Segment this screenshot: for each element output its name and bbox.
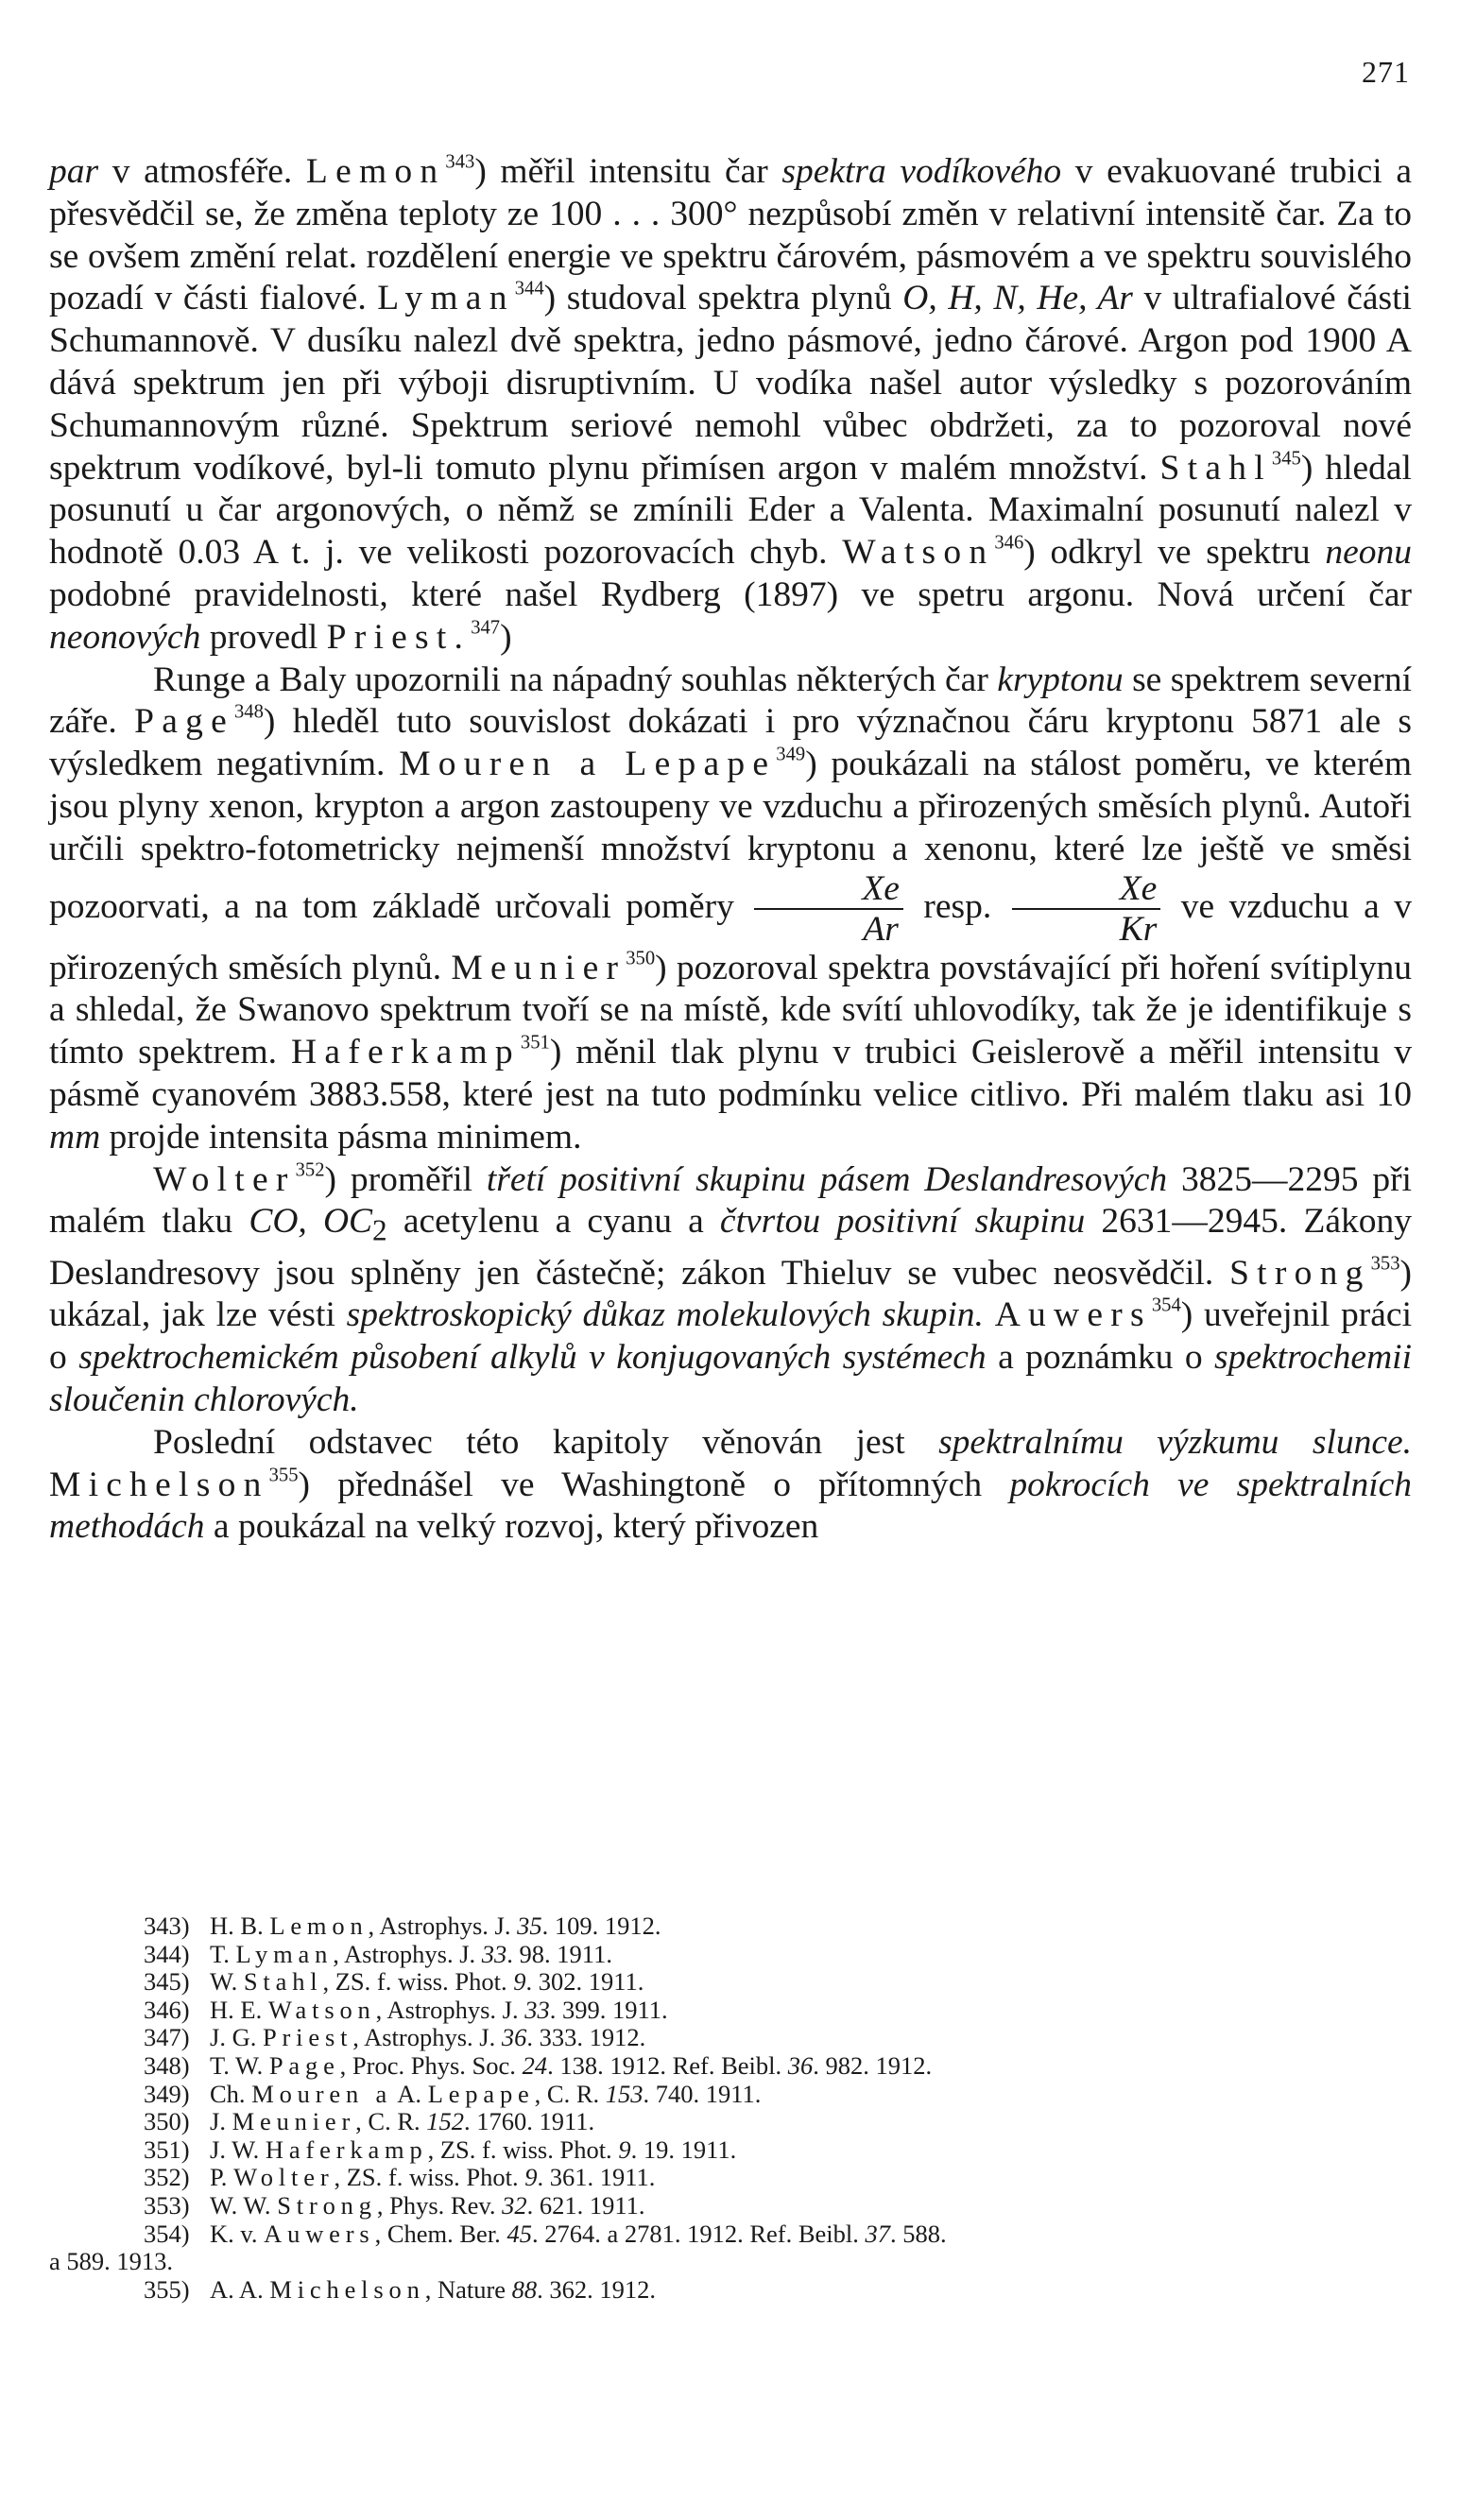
spaced-name: Meunier bbox=[232, 2107, 356, 2136]
footnote-ref: 350 bbox=[626, 948, 656, 969]
text-run: ) bbox=[500, 617, 512, 657]
text-run: J. bbox=[210, 2107, 232, 2136]
body-text bbox=[49, 151, 1412, 1549]
italic-text: 37 bbox=[865, 2219, 890, 2248]
text-run: v evakuované trubici a přesvědčil se, že změna teploty ze 100 . . . 300° nezpůsobí změn v relativní intensitě čar. Za to se ovšem změní relat. rozdělení energie ve spektru čárovém, pásmovém a ve spektru souvislého pozadí v části fialové. bbox=[49, 152, 1412, 318]
text-run: Ch. bbox=[210, 2079, 252, 2108]
fraction bbox=[1012, 868, 1161, 950]
footnote bbox=[49, 1912, 1412, 1941]
footnote-ref: 346 bbox=[994, 532, 1024, 554]
text-run bbox=[984, 1295, 995, 1334]
italic-text: kryptonu bbox=[997, 660, 1124, 699]
text-run: . 333. 1912. bbox=[526, 2023, 646, 2052]
italic-text: pokrocích ve spektralních methodách bbox=[49, 1465, 1413, 1547]
footnote-number: 350) bbox=[144, 2107, 190, 2136]
paragraph bbox=[49, 151, 1412, 660]
footnote-ref: 351 bbox=[520, 1032, 550, 1054]
text-run: . 621. 1911. bbox=[526, 2190, 645, 2220]
text-run: J. W. bbox=[210, 2134, 266, 2164]
italic-text: 45 bbox=[506, 2219, 532, 2248]
subscript: 2 bbox=[372, 1213, 387, 1247]
text-run: H. E. bbox=[210, 1995, 268, 2024]
italic-text: neonových bbox=[49, 617, 201, 657]
text-run: W. bbox=[210, 1967, 244, 1997]
text-run: . 19. 1911. bbox=[630, 2134, 737, 2164]
text-run: A. A. bbox=[210, 2274, 270, 2304]
footnote-ref: 354 bbox=[1151, 1294, 1181, 1316]
paragraph bbox=[49, 1422, 1412, 1549]
text-run: v atmosféře. bbox=[98, 152, 306, 191]
text-run: 2631—2945. Zákony Deslandresovy jsou splněny jen částečně; zákon Thieluv se vubec neosvědčil. bbox=[49, 1202, 1412, 1293]
footnote-text bbox=[153, 2136, 1412, 2165]
footnote bbox=[49, 1968, 1412, 1997]
footnote-text bbox=[153, 2081, 1412, 2109]
footnote-number: 347) bbox=[144, 2023, 190, 2052]
text-run: ) studoval spektra plynů bbox=[543, 279, 903, 318]
text-run: provedl bbox=[200, 617, 327, 657]
text-run: . 361. 1911. bbox=[537, 2163, 656, 2192]
footnote-text bbox=[153, 2108, 1412, 2136]
spaced-name: Mouren a bbox=[251, 2079, 393, 2108]
footnote bbox=[49, 2276, 1412, 2305]
fraction-denominator: Kr bbox=[1119, 910, 1158, 950]
page-number: 271 bbox=[1362, 55, 1410, 89]
fraction bbox=[754, 868, 903, 950]
text-run: , Astrophys. J. bbox=[333, 1939, 482, 1968]
text-run: . 982. 1912. bbox=[813, 2050, 933, 2080]
italic-text: spektralnímu výzkumu slunce. bbox=[938, 1422, 1412, 1462]
footnote bbox=[49, 1941, 1412, 1969]
italic-text: 32 bbox=[502, 2190, 527, 2220]
text-run: ) odkryl ve spektru bbox=[1023, 533, 1326, 573]
italic-text: CO, OC bbox=[249, 1202, 373, 1242]
text-run: a poznámku o bbox=[986, 1338, 1215, 1378]
text-run: Runge a Baly upozornili na nápadný souhlas některých čar bbox=[153, 660, 998, 699]
text-run: , Astrophys. J. bbox=[375, 1995, 525, 2024]
footnote-number: 352) bbox=[144, 2163, 190, 2192]
footnote-ref: 343 bbox=[445, 151, 475, 173]
spaced-name: Wolter bbox=[153, 1159, 296, 1199]
italic-text: spektra vodíkového bbox=[781, 152, 1062, 191]
footnote bbox=[49, 2248, 1412, 2276]
italic-text: 36 bbox=[501, 2023, 527, 2052]
italic-text: 9 bbox=[618, 2134, 631, 2164]
footnote-ref: 355 bbox=[268, 1465, 299, 1486]
spaced-name: Page bbox=[134, 702, 234, 742]
text-run: P. bbox=[210, 2163, 234, 2192]
italic-text: neonu bbox=[1325, 533, 1412, 573]
footnote bbox=[49, 2192, 1412, 2220]
text-run: W. W. bbox=[210, 2190, 278, 2220]
spaced-name: Strong bbox=[1229, 1253, 1371, 1293]
footnote-text bbox=[153, 1997, 1412, 2025]
text-run: J. G. bbox=[210, 2023, 263, 2052]
italic-text: par bbox=[49, 152, 99, 191]
text-run: . 740. 1911. bbox=[643, 2079, 762, 2108]
text-run: se spektrem severní záře. bbox=[49, 660, 1412, 742]
text-run: . 2764. a 2781. 1912. Ref. Beibl. bbox=[531, 2219, 866, 2248]
footnote-number: 346) bbox=[144, 1995, 190, 2024]
footnote bbox=[49, 1997, 1412, 2025]
text-run: ) ukázal, jak lze vésti bbox=[49, 1253, 1412, 1335]
italic-text: 153 bbox=[605, 2079, 644, 2108]
italic-text: třetí positivní skupinu pásem Deslandresových bbox=[486, 1159, 1168, 1199]
footnote-number: 349) bbox=[144, 2079, 190, 2108]
italic-text: 36 bbox=[787, 2050, 814, 2080]
footnote-ref: 349 bbox=[776, 744, 806, 765]
text-run: , C. R. bbox=[534, 2079, 606, 2108]
spaced-name: Wolter bbox=[233, 2163, 335, 2192]
text-run: T. bbox=[210, 1939, 236, 1968]
footnote-text bbox=[153, 2220, 1412, 2249]
italic-text: 9 bbox=[513, 1967, 526, 1997]
spaced-name: Lepape bbox=[427, 2079, 535, 2108]
text-run: , Nature bbox=[424, 2274, 512, 2304]
footnote-number: 353) bbox=[144, 2190, 190, 2220]
text-run: ) měřil intensitu čar bbox=[474, 152, 782, 191]
text-run: . 302. 1911. bbox=[525, 1967, 644, 1997]
italic-text: mm bbox=[49, 1117, 101, 1157]
text-run: . 109. 1912. bbox=[541, 1911, 661, 1940]
spaced-name: Lemon bbox=[269, 1911, 369, 1940]
footnote-number: 354) bbox=[144, 2219, 190, 2248]
italic-text: O, H, N, He, Ar bbox=[902, 279, 1133, 318]
footnote-ref: 347 bbox=[471, 617, 501, 639]
footnote-text bbox=[153, 1968, 1412, 1997]
footnote-number: 351) bbox=[144, 2134, 190, 2164]
spaced-name: Strong bbox=[277, 2190, 377, 2220]
footnote-number: 345) bbox=[144, 1967, 190, 1997]
text-run: . 98. 1911. bbox=[506, 1939, 612, 1968]
text-run: A. bbox=[392, 2079, 428, 2108]
footnote-ref: 348 bbox=[234, 701, 264, 723]
footnote bbox=[49, 2081, 1412, 2109]
text-run: ) proměřil bbox=[324, 1159, 487, 1199]
text-run: H. B. bbox=[210, 1911, 270, 1940]
text-run: resp. bbox=[908, 886, 1006, 926]
spaced-name: Priest bbox=[262, 2023, 353, 2052]
spaced-name: Michelson bbox=[49, 1465, 269, 1504]
footnote bbox=[49, 2024, 1412, 2052]
spaced-name: Lyman bbox=[235, 1939, 334, 1968]
text-run: ) hledal posunutí u čar argonových, o němž se zmínili Eder a Valenta. Maximalní posunutí nalezl v hodnotě 0.03 A t. j. ve velikosti pozorovacích chyb. bbox=[49, 448, 1412, 573]
spaced-name: Lyman bbox=[377, 279, 515, 318]
text-run: , Phys. Rev. bbox=[376, 2190, 503, 2220]
text-run: , Chem. Ber. bbox=[374, 2219, 507, 2248]
text-run: a poukázal na velký rozvoj, který přivozen bbox=[204, 1507, 819, 1547]
footnote-text bbox=[153, 2052, 1412, 2081]
footnote-ref: 344 bbox=[514, 278, 544, 300]
spaced-name: Lemon bbox=[305, 152, 446, 191]
text-run: ) uveřejnil práci o bbox=[49, 1295, 1412, 1378]
spaced-name: Haferkamp bbox=[290, 1033, 521, 1072]
italic-text: 24 bbox=[522, 2050, 548, 2080]
text-run: 3825—2295 při malém tlaku bbox=[49, 1159, 1412, 1242]
italic-text: spektrochemickém působení alkylů v konjugovaných systémech bbox=[78, 1338, 987, 1378]
text-run: ) přednášel ve Washingtoně o přítomných bbox=[298, 1465, 1010, 1504]
spaced-name: Haferkamp bbox=[265, 2134, 428, 2164]
text-run: , Proc. Phys. Soc. bbox=[339, 2050, 523, 2080]
footnote-number: 344) bbox=[144, 1939, 190, 1968]
text-run: K. v. bbox=[210, 2219, 265, 2248]
footnote-text bbox=[153, 1941, 1412, 1969]
footnote-text bbox=[153, 2024, 1412, 2052]
text-run: ve vzduchu a v přirozených směsích plynů. bbox=[49, 886, 1413, 987]
fraction-denominator: Ar bbox=[863, 910, 899, 950]
spaced-name: Meunier bbox=[451, 948, 627, 987]
footnote-ref: 352 bbox=[295, 1159, 325, 1181]
text-run: a 589. 1913. bbox=[49, 2247, 174, 2276]
footnote-text bbox=[153, 2164, 1412, 2192]
text-run: , C. R. bbox=[355, 2107, 427, 2136]
spaced-name: Watson bbox=[267, 1995, 376, 2024]
italic-text: 88 bbox=[511, 2274, 538, 2304]
text-run: , Astrophys. J. bbox=[352, 2023, 502, 2052]
text-run: , ZS. f. wiss. Phot. bbox=[334, 2163, 525, 2192]
spaced-name: Priest. bbox=[326, 617, 472, 657]
text-run: . 399. 1911. bbox=[549, 1995, 668, 2024]
footnote-text bbox=[153, 1912, 1412, 1941]
footnote-text bbox=[153, 2192, 1412, 2220]
spaced-name: Auwers bbox=[994, 1295, 1152, 1335]
footnote bbox=[49, 2136, 1412, 2165]
text-run: . 362. 1912. bbox=[537, 2274, 657, 2304]
fraction-numerator: Xe bbox=[1012, 871, 1161, 911]
spaced-name: Stahl bbox=[1159, 448, 1272, 488]
text-run: projde intensita pásma minimem. bbox=[100, 1117, 582, 1157]
text-run: , ZS. f. wiss. Phot. bbox=[427, 2134, 619, 2164]
footnote bbox=[49, 2220, 1412, 2249]
text-run: ) poukázali na stálost poměru, ve kterém jsou plyny xenon, krypton a argon zastoupeny ve vzduchu a přirozených směsích plynů. Autoři určili spektro-fotometricky nejmenší množství kryptonu a xenonu, které lze ještě ve směsi pozoorvati, a na tom základě určovali poměry bbox=[49, 745, 1412, 926]
spaced-name: Mouren a Lepape bbox=[399, 745, 777, 784]
paragraph bbox=[49, 1159, 1412, 1422]
italic-text: 33 bbox=[524, 1995, 550, 2024]
text-run: . 588. bbox=[890, 2219, 947, 2248]
footnotes bbox=[49, 1912, 1412, 2304]
footnote-number: 355) bbox=[144, 2274, 190, 2304]
text-run: ) hleděl tuto souvislost dokázati i pro význačnou čáru kryptonu 5871 ale s výsledkem negativním. bbox=[49, 702, 1412, 784]
text-run: . 138. 1912. Ref. Beibl. bbox=[547, 2050, 788, 2080]
italic-text: 33 bbox=[481, 1939, 507, 1968]
text-run: . 1760. 1911. bbox=[464, 2107, 595, 2136]
spaced-name: Stahl bbox=[243, 1967, 323, 1997]
footnote-text bbox=[153, 2276, 1412, 2305]
footnote bbox=[49, 2108, 1412, 2136]
footnote bbox=[49, 2164, 1412, 2192]
spaced-name: Auwers bbox=[264, 2219, 375, 2248]
text-run: v ultrafialové části Schumannově. V dusíku nalezl dvě spektra, jedno pásmové, jedno čárové. Argon pod 1900 A dává spektrum jen při výboji disruptivním. U vodíka našel autor výsledky s pozorováním Schumannovým různé. Spektrum seriové nemohl vůbec obdržeti, za to pozoroval nové spektrum vodíkové, byl-li tomuto plynu přimísen argon v malém množství. bbox=[49, 279, 1412, 488]
text-run: Poslední odstavec této kapitoly věnován jest bbox=[153, 1422, 939, 1462]
text-run: ) měnil tlak plynu v trubici Geislerově a měřil intensitu v pásmě cyanovém 3883.558, které jest na tuto podmínku velice citlivo. Při malém tlaku asi 10 bbox=[49, 1033, 1412, 1114]
italic-text: spektrochemii sloučenin chlorových. bbox=[49, 1338, 1412, 1420]
footnote-ref: 353 bbox=[1370, 1253, 1400, 1275]
italic-text: 35 bbox=[517, 1911, 542, 1940]
italic-text: 152 bbox=[426, 2107, 465, 2136]
footnote-number: 343) bbox=[144, 1911, 190, 1940]
spaced-name: Watson bbox=[842, 533, 995, 573]
text-run: ) pozoroval spektra povstávající při hoření svítiplynu a shledal, že Swanovo spektrum tvoří se na místě, kde svítí uhlovodíky, tak že je identifikuje s tímto spektrem. bbox=[49, 948, 1412, 1072]
text-run: , Astrophys. J. bbox=[368, 1911, 518, 1940]
italic-text: 9 bbox=[524, 2163, 538, 2192]
text-run: , ZS. f. wiss. Phot. bbox=[322, 1967, 514, 1997]
italic-text: spektroskopický důkaz molekulových skupin. bbox=[346, 1295, 984, 1335]
spaced-name: Michelson bbox=[269, 2274, 425, 2304]
text-run: podobné pravidelnosti, které našel Rydberg (1897) ve spetru argonu. Nová určení čar bbox=[49, 574, 1412, 614]
text-run: T. W. bbox=[210, 2050, 269, 2080]
fraction-numerator: Xe bbox=[754, 871, 903, 911]
footnote-ref: 345 bbox=[1271, 448, 1301, 470]
spaced-name: Page bbox=[268, 2050, 340, 2080]
footnote bbox=[49, 2052, 1412, 2081]
text-run: acetylenu a cyanu a bbox=[386, 1202, 720, 1242]
italic-text: čtvrtou positivní skupinu bbox=[719, 1202, 1086, 1242]
paragraph bbox=[49, 660, 1412, 1159]
footnote-number: 348) bbox=[144, 2050, 190, 2080]
